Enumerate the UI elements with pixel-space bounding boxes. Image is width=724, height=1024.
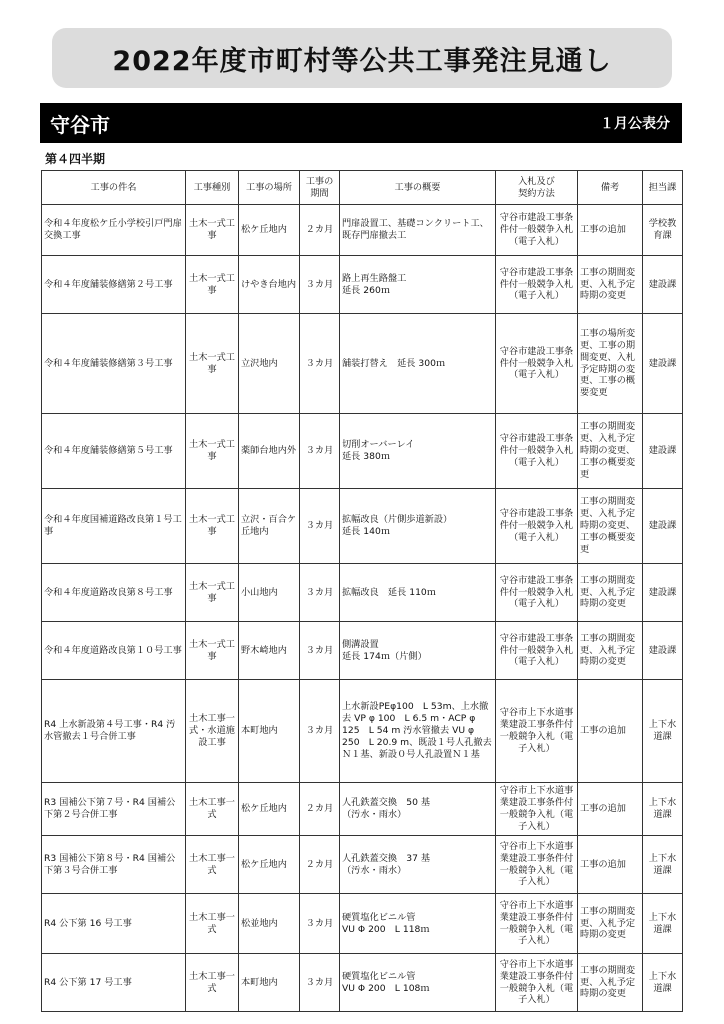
table-row (42, 489, 683, 564)
cell-type: 土木工事一式 (186, 954, 239, 1012)
cell-method: 守谷市建設工事条件付一般競争入札（電子入札） (496, 256, 578, 314)
table-row (42, 622, 683, 680)
cell-note: 工事の追加 (578, 205, 643, 256)
cell-dept: 学校教育課 (643, 205, 683, 256)
cell-dept: 上下水道課 (643, 783, 683, 836)
cell-type: 土木一式工事 (186, 314, 239, 414)
cell-name: R4 上水新設第４号工事・R4 汚水管撤去１号合併工事 (42, 680, 186, 783)
cell-dept: 上下水道課 (643, 836, 683, 894)
cell-place: 松並地内 (239, 894, 300, 954)
table-row (42, 205, 683, 256)
header-name: 工事の件名 (42, 171, 186, 205)
cell-note: 工事の追加 (578, 836, 643, 894)
cell-method: 守谷市建設工事条件付一般競争入札（電子入札） (496, 314, 578, 414)
cell-place: 本町地内 (239, 680, 300, 783)
header-note: 備考 (578, 171, 643, 205)
cell-period: ３カ月 (300, 622, 340, 680)
cell-name: R3 国補公下第８号・R4 国補公下第３号合併工事 (42, 836, 186, 894)
cell-place: けやき台地内 (239, 256, 300, 314)
table-row (42, 954, 683, 1012)
table-row (42, 783, 683, 836)
cell-method: 守谷市上下水道事業建設工事条件付一般競争入札（電子入札） (496, 954, 578, 1012)
cell-summary: 拡幅改良 延長 110ｍ (340, 564, 496, 622)
cell-type: 土木工事一式 (186, 894, 239, 954)
cell-note: 工事の期間変更、入札予定時期の変更 (578, 894, 643, 954)
cell-note: 工事の期間変更、入札予定時期の変更、工事の概要変更 (578, 489, 643, 564)
cell-type: 土木一式工事 (186, 489, 239, 564)
cell-summary: 舗装打替え 延長 300ｍ (340, 314, 496, 414)
cell-method: 守谷市建設工事条件付一般競争入札（電子入札） (496, 564, 578, 622)
cell-place: 薬師台地内外 (239, 414, 300, 489)
cell-name: 令和４年度舗装修繕第５号工事 (42, 414, 186, 489)
table-row (42, 564, 683, 622)
header-type: 工事種別 (186, 171, 239, 205)
cell-method: 守谷市建設工事条件付一般競争入札（電子入札） (496, 205, 578, 256)
cell-place: 立沢地内 (239, 314, 300, 414)
table-row (42, 414, 683, 489)
cell-dept: 上下水道課 (643, 680, 683, 783)
cell-summary: 門扉設置工、基礎コンクリート工、既存門扉撤去工 (340, 205, 496, 256)
cell-note: 工事の追加 (578, 783, 643, 836)
cell-place: 小山地内 (239, 564, 300, 622)
cell-note: 工事の期間変更、入札予定時期の変更 (578, 256, 643, 314)
cell-period: ３カ月 (300, 489, 340, 564)
cell-period: ３カ月 (300, 256, 340, 314)
cell-name: 令和４年度道路改良第８号工事 (42, 564, 186, 622)
header-dept: 担当課 (643, 171, 683, 205)
cell-place: 本町地内 (239, 954, 300, 1012)
cell-name: R4 公下第 17 号工事 (42, 954, 186, 1012)
cell-method: 守谷市建設工事条件付一般競争入札（電子入札） (496, 489, 578, 564)
cell-period: ２カ月 (300, 783, 340, 836)
cell-summary: 拡幅改良（片側歩道新設） 延長 140ｍ (340, 489, 496, 564)
cell-method: 守谷市上下水道事業建設工事条件付一般競争入札（電子入札） (496, 836, 578, 894)
table-row (42, 894, 683, 954)
cell-summary: 上水新設PEφ100 L 53m、上水撤去 VP φ 100 L 6.5 m・ACP φ 125 L 54 m 汚水管撤去 VU φ 250 L 20.9 m、既設１号人孔撤去Ｎ１基、新設０号人孔設置Ｎ１基 (340, 680, 496, 783)
cell-type: 土木一式工事 (186, 564, 239, 622)
publication-label: １月公表分 (600, 116, 670, 132)
cell-type: 土木一式工事 (186, 256, 239, 314)
cell-type: 土木工事一式 (186, 836, 239, 894)
cell-type: 土木工事一式・水道施設工事 (186, 680, 239, 783)
cell-period: ３カ月 (300, 954, 340, 1012)
cell-note: 工事の期間変更、入札予定時期の変更 (578, 564, 643, 622)
cell-summary: 側溝設置 延長 174ｍ（片側） (340, 622, 496, 680)
cell-summary: 路上再生路盤工 延長 260ｍ (340, 256, 496, 314)
table-row (42, 680, 683, 783)
cell-type: 土木工事一式 (186, 783, 239, 836)
cell-note: 工事の期間変更、入札予定時期の変更 (578, 622, 643, 680)
cell-place: 野木崎地内 (239, 622, 300, 680)
cell-dept: 上下水道課 (643, 954, 683, 1012)
cell-method: 守谷市上下水道事業建設工事条件付一般競争入札（電子入札） (496, 783, 578, 836)
title-banner (52, 28, 672, 88)
cell-note: 工事の期間変更、入札予定時期の変更、工事の概要変更 (578, 414, 643, 489)
cell-summary: 硬質塩化ビニル管 VU Φ 200 L 108ｍ (340, 954, 496, 1012)
cell-period: ２カ月 (300, 836, 340, 894)
cell-dept: 建設課 (643, 256, 683, 314)
cell-dept: 建設課 (643, 564, 683, 622)
cell-type: 土木一式工事 (186, 205, 239, 256)
header-method: 入札及び 契約方法 (496, 171, 578, 205)
quarter-label: 第４四半期 (45, 152, 106, 166)
cell-name: 令和４年度舗装修繕第３号工事 (42, 314, 186, 414)
cell-method: 守谷市上下水道事業建設工事条件付一般競争入札（電子入札） (496, 680, 578, 783)
cell-type: 土木一式工事 (186, 414, 239, 489)
cell-period: ２カ月 (300, 205, 340, 256)
table-header-row (42, 171, 683, 205)
cell-place: 松ケ丘地内 (239, 836, 300, 894)
cell-dept: 建設課 (643, 414, 683, 489)
cell-place: 松ケ丘地内 (239, 205, 300, 256)
cell-summary: 硬質塩化ビニル管 VU Φ 200 L 118ｍ (340, 894, 496, 954)
cell-period: ３カ月 (300, 564, 340, 622)
cell-dept: 建設課 (643, 314, 683, 414)
cell-method: 守谷市上下水道事業建設工事条件付一般競争入札（電子入札） (496, 894, 578, 954)
cell-place: 松ケ丘地内 (239, 783, 300, 836)
cell-method: 守谷市建設工事条件付一般競争入札（電子入札） (496, 414, 578, 489)
cell-method: 守谷市建設工事条件付一般競争入札（電子入札） (496, 622, 578, 680)
cell-summary: 人孔鉄蓋交換 37 基 （汚水・雨水） (340, 836, 496, 894)
table-row (42, 314, 683, 414)
table-row (42, 256, 683, 314)
header-place: 工事の場所 (239, 171, 300, 205)
cell-period: ３カ月 (300, 414, 340, 489)
works-table (41, 170, 683, 1012)
cell-summary: 人孔鉄蓋交換 50 基 （汚水・雨水） (340, 783, 496, 836)
city-name: 守谷市 (50, 112, 110, 137)
header-summary: 工事の概要 (340, 171, 496, 205)
cell-summary: 切削オーバーレイ 延長 380ｍ (340, 414, 496, 489)
page-title: 2022年度市町村等公共工事発注見通し (112, 45, 612, 77)
cell-period: ３カ月 (300, 314, 340, 414)
city-header-bar (40, 103, 682, 143)
cell-note: 工事の追加 (578, 680, 643, 783)
cell-name: 令和４年度舗装修繕第２号工事 (42, 256, 186, 314)
cell-dept: 建設課 (643, 489, 683, 564)
table-row (42, 836, 683, 894)
header-period: 工事の 期間 (300, 171, 340, 205)
cell-name: 令和４年度松ケ丘小学校引戸門扉交換工事 (42, 205, 186, 256)
cell-name: R3 国補公下第７号・R4 国補公下第２号合併工事 (42, 783, 186, 836)
cell-note: 工事の期間変更、入札予定時期の変更 (578, 954, 643, 1012)
cell-dept: 建設課 (643, 622, 683, 680)
cell-name: 令和４年度国補道路改良第１号工事 (42, 489, 186, 564)
cell-name: 令和４年度道路改良第１０号工事 (42, 622, 186, 680)
cell-type: 土木一式工事 (186, 622, 239, 680)
cell-name: R4 公下第 16 号工事 (42, 894, 186, 954)
cell-period: ３カ月 (300, 680, 340, 783)
cell-dept: 上下水道課 (643, 894, 683, 954)
cell-place: 立沢・百合ケ丘地内 (239, 489, 300, 564)
cell-period: ３カ月 (300, 894, 340, 954)
cell-note: 工事の場所変更、工事の期間変更、入札予定時期の変更、工事の概要変更 (578, 314, 643, 414)
